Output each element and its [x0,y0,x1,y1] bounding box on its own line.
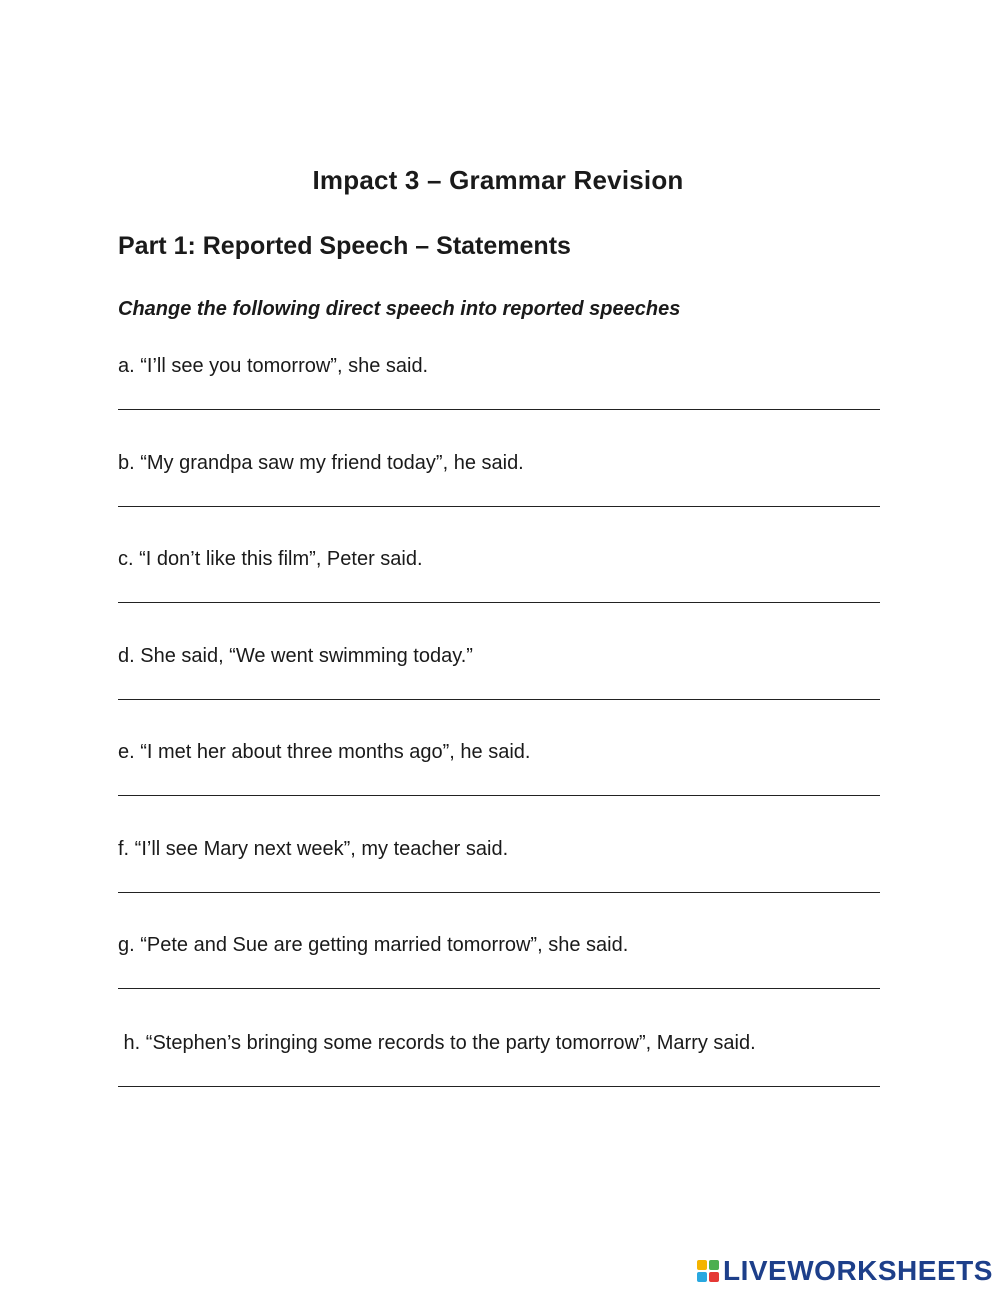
question-f [118,836,898,893]
question-h [118,1030,898,1087]
answer-line-h[interactable] [118,1086,880,1087]
answer-line-d[interactable] [118,699,880,700]
answer-line-a[interactable] [118,409,880,410]
logo-text: LIVEWORKSHEETS [723,1255,993,1286]
answer-line-f[interactable] [118,892,880,893]
part-heading: Part 1: Reported Speech – Statements [118,232,571,260]
answer-line-e[interactable] [118,795,880,796]
logo-block [709,1272,719,1282]
question-text: a. “I’ll see you tomorrow”, she said. [118,355,429,377]
logo-block [709,1260,719,1270]
question-d [118,643,898,700]
question-a [118,353,898,410]
question-text: e. “I met her about three months ago”, he said. [118,741,531,763]
question-c [118,546,898,603]
question-text: d. She said, “We went swimming today.” [118,645,473,667]
question-text: f. “I’ll see Mary next week”, my teacher said. [118,838,509,860]
answer-line-g[interactable] [118,988,880,989]
instruction-text: Change the following direct speech into reported speeches [118,298,681,320]
question-text: h. “Stephen’s bringing some records to the party tomorrow”, Marry said. [118,1032,756,1054]
worksheet-title: Impact 3 – Grammar Revision [312,165,684,195]
question-text: c. “I don’t like this film”, Peter said. [118,548,423,570]
answer-line-c[interactable] [118,602,880,603]
logo-block [697,1260,707,1270]
logo-block [697,1272,707,1282]
answer-line-b[interactable] [118,506,880,507]
question-text: b. “My grandpa saw my friend today”, he said. [118,452,524,474]
question-e [118,739,898,796]
question-text: g. “Pete and Sue are getting married tomorrow”, she said. [118,934,629,956]
question-g [118,932,898,989]
logo-blocks-icon [697,1260,719,1282]
question-b [118,450,898,507]
liveworksheets-logo [697,1255,993,1287]
